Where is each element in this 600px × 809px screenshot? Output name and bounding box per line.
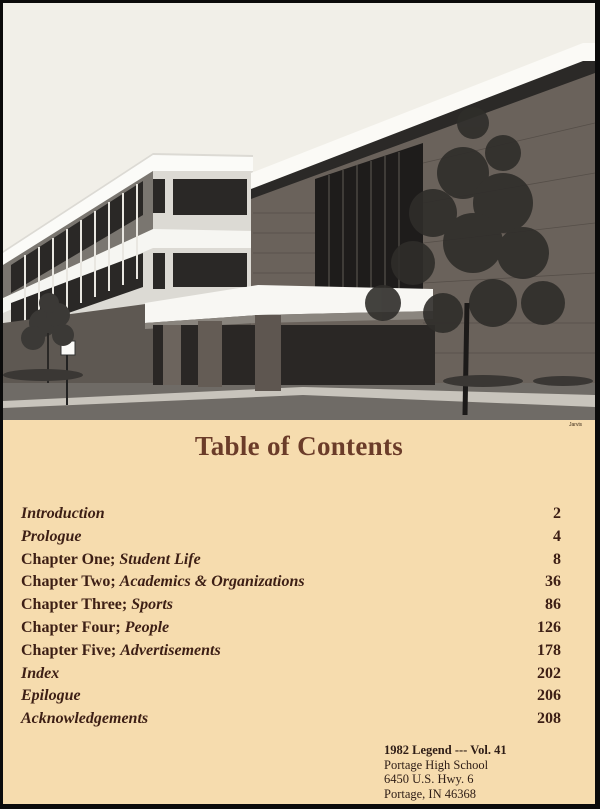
toc-section: Student Life: [119, 550, 201, 568]
toc-entry: [21, 685, 561, 708]
toc-entry: [21, 594, 561, 617]
toc-page-number: 8: [553, 550, 561, 568]
toc-prefix: Chapter Four;: [21, 618, 125, 636]
school-street: 6450 U.S. Hwy. 6: [384, 772, 474, 786]
toc-entry: [21, 663, 561, 686]
toc-entry: [21, 549, 561, 572]
toc-page-number: 178: [537, 641, 561, 659]
toc-section: Epilogue: [21, 687, 81, 705]
toc-section: Index: [21, 664, 60, 682]
toc-page-number: 2: [553, 505, 561, 522]
toc-entry: [21, 708, 561, 731]
colophon: [384, 743, 584, 801]
yearbook-volume: 1982 Legend --- Vol. 41: [384, 743, 507, 757]
toc-entry: [21, 571, 561, 594]
toc-page-number: 4: [553, 527, 561, 545]
toc-prefix: Chapter Three;: [21, 596, 132, 614]
toc-section: Academics & Organizations: [119, 573, 305, 591]
toc-prefix: Chapter Five;: [21, 641, 121, 659]
toc-page-number: 36: [545, 573, 561, 591]
toc-prefix: Chapter One;: [21, 550, 120, 568]
toc-page-number: 206: [537, 687, 561, 705]
toc-entry: [21, 503, 561, 526]
school-city: Portage, IN 46368: [384, 786, 476, 801]
table-of-contents: [21, 503, 561, 731]
toc-entry: [21, 640, 561, 663]
yearbook-page: [3, 3, 595, 804]
toc-section: Prologue: [21, 527, 82, 545]
photo-credit: Jarvis: [569, 422, 583, 428]
page-title: Table of Contents: [194, 431, 404, 461]
toc-page-number: 208: [537, 710, 561, 728]
school-building-photo: [3, 3, 595, 420]
toc-page-number: 202: [537, 664, 561, 682]
toc-section: Sports: [131, 596, 174, 614]
toc-page-number: 126: [537, 618, 561, 636]
toc-entry: [21, 526, 561, 549]
toc-section: Introduction: [21, 505, 105, 522]
toc-prefix: Chapter Two;: [21, 573, 120, 591]
school-name: Portage High School: [384, 757, 489, 772]
toc-section: People: [124, 618, 170, 636]
toc-section: Acknowledgements: [21, 710, 149, 728]
toc-entry: [21, 617, 561, 640]
toc-section: Advertisements: [120, 641, 221, 659]
toc-page-number: 86: [545, 596, 561, 614]
